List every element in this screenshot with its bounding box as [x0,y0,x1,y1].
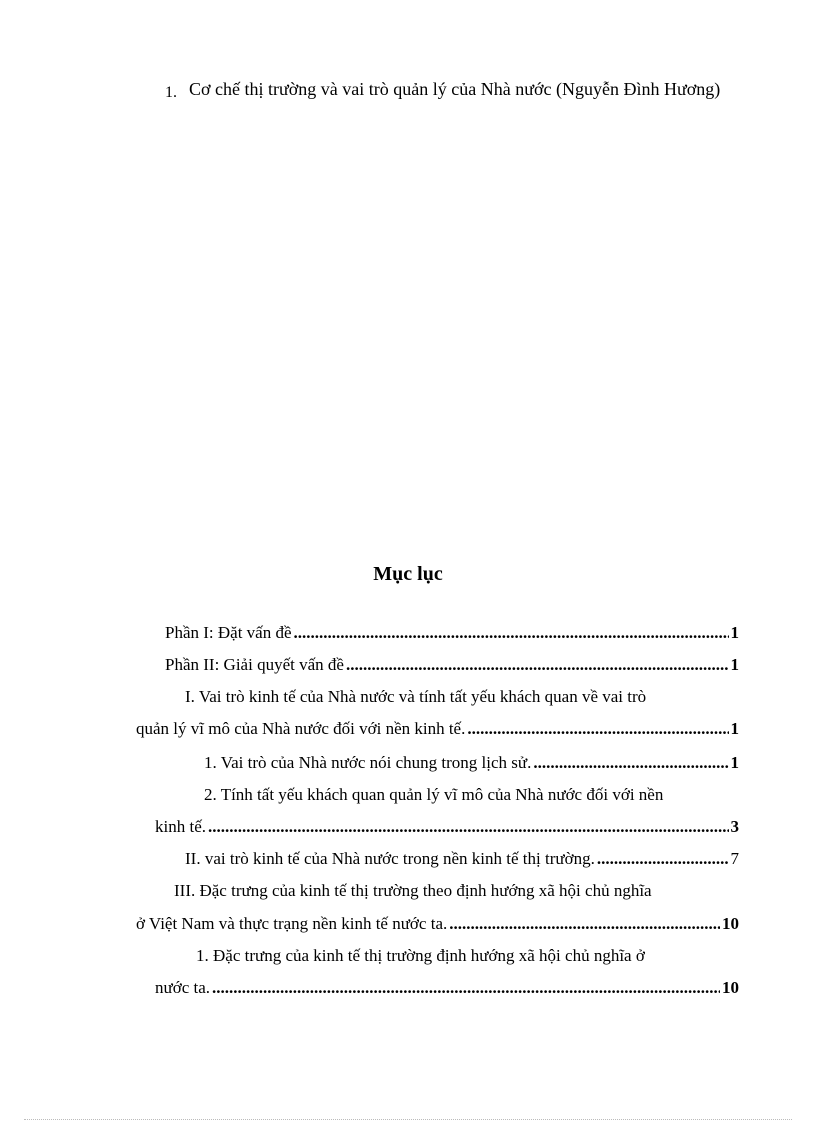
reference-number: 1. [165,84,177,101]
toc-entry-text: Phần II: Giải quyết vấn đề [165,655,344,674]
toc-entry-text: kinh tế. [155,817,206,836]
toc-entry [136,913,739,935]
toc-entry-page: 3 [730,817,739,836]
toc-entry [185,848,739,870]
toc-entry-text: 1. Vai trò của Nhà nước nói chung trong lịch sử. [204,753,532,772]
toc-entry-page: 1 [730,719,739,738]
toc-entry [165,622,739,644]
toc-entry-page: 1 [730,623,739,642]
toc-entry-page: 7 [730,849,739,868]
toc-title: Mục lục [373,563,443,585]
toc-leader [597,848,729,870]
toc-entry-page: 10 [722,914,739,933]
reference-text: Cơ chế thị trường và vai trò quản lý của Nhà nước (Nguyễn Đình Hương) [189,79,721,99]
toc-leader [212,977,720,999]
toc-entry [155,816,739,838]
page-bottom-rule [24,1119,792,1120]
toc-entry-page: 1 [730,753,739,772]
toc-entry [155,977,739,999]
toc-entry-text: ở Việt Nam và thực trạng nền kinh tế nước ta. [136,914,448,933]
toc-leader [346,654,729,676]
toc-entry-text: Phần I: Đặt vấn đề [165,623,292,642]
toc-entry-page: 1 [730,655,739,674]
toc-entry-text: I. Vai trò kinh tế của Nhà nước và tính tất yếu khách quan về vai trò [185,687,647,706]
toc-leader [467,718,728,740]
toc-entry-text: quản lý vĩ mô của Nhà nước đối với nền kinh tế. [136,719,466,738]
toc-leader [533,752,728,774]
toc-entry [136,718,739,740]
toc-entry-text: III. Đặc trưng của kinh tế thị trường theo định hướng xã hội chủ nghĩa [174,881,652,900]
toc-entry [165,654,739,676]
toc-entry-text: 2. Tính tất yếu khách quan quản lý vĩ mô của Nhà nước đối với nền [204,785,664,804]
toc-entry [204,752,739,774]
toc-entry-text: nước ta. [155,978,211,997]
toc-leader [208,816,729,838]
toc-entry-text: 1. Đặc trưng của kinh tế thị trường định hướng xã hội chủ nghĩa ở [196,946,645,965]
toc-entry-text: II. vai trò kinh tế của Nhà nước trong nền kinh tế thị trường. [185,849,595,868]
toc-leader [294,622,729,644]
toc-entry-page: 10 [722,978,739,997]
toc-leader [449,913,720,935]
